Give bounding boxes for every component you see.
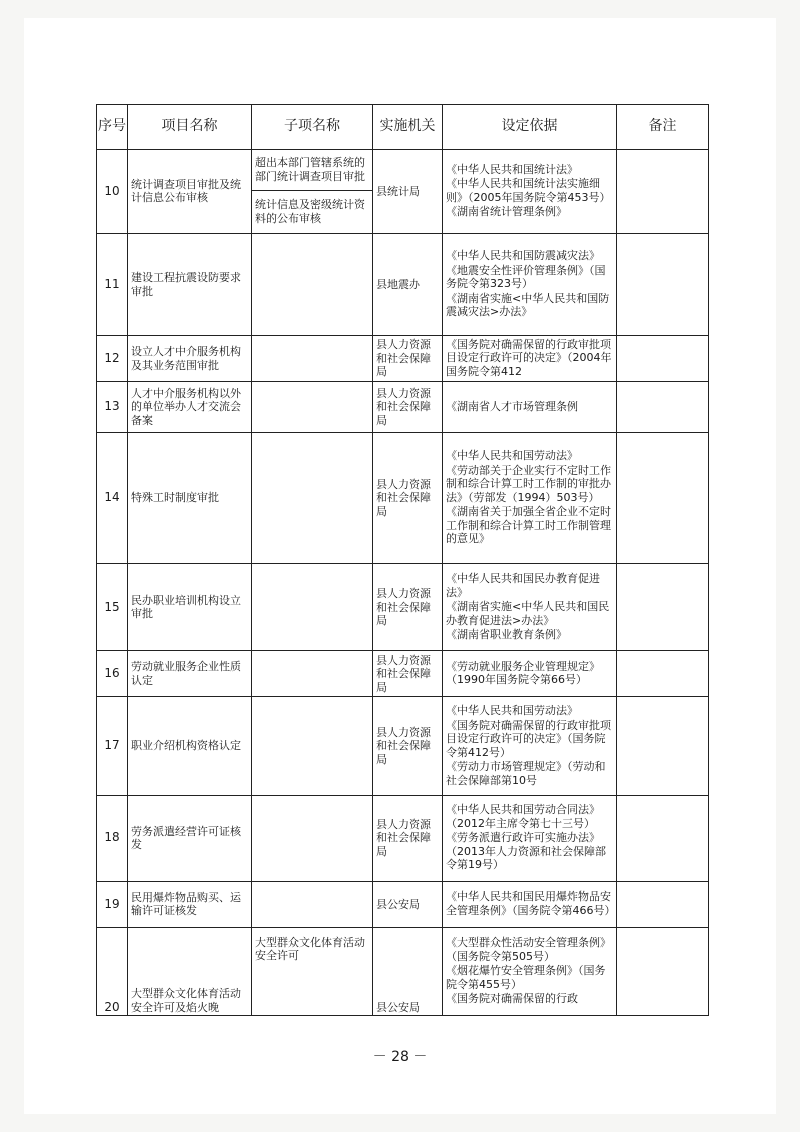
row-sub-item [252,381,373,432]
table-row [97,651,709,697]
row-remarks [617,150,709,234]
row-serial: 14 [97,433,128,564]
row-remarks [617,336,709,382]
row-item-name: 职业介绍机构资格认定 [128,697,252,795]
row-remarks [617,927,709,1015]
row-sub-item [252,433,373,564]
row-agency: 县人力资源和社会保障局 [373,381,443,432]
basis-line: 《国务院对确需保留的行政审批项目设定行政许可的决定》（国务院令第412号） [446,718,611,759]
row-basis [443,795,617,881]
row-agency: 县人力资源和社会保障局 [373,697,443,795]
header-item-name: 项目名称 [128,105,252,150]
table-row [97,433,709,564]
row-remarks [617,381,709,432]
table-row [97,795,709,881]
row-agency: 县人力资源和社会保障局 [373,651,443,697]
basis-line: 《劳动部关于企业实行不定时工作制和综合计算工时工作制的审批办法》（劳部发（1994）503号） [446,463,611,504]
basis-line: 《劳动就业服务企业管理规定》（1990年国务院令第66号） [446,659,600,687]
row-item-name: 民用爆炸物品购买、运输许可证核发 [128,881,252,927]
row-sub-item [252,336,373,382]
row-serial: 15 [97,564,128,651]
row-remarks [617,795,709,881]
row-serial: 11 [97,233,128,335]
row-sub-item [252,651,373,697]
basis-line: 《湖南省实施<中华人民共和国防震减灾法>办法》 [446,291,610,319]
row-remarks [617,564,709,651]
basis-line: 《中华人民共和国劳动法》 [446,449,578,463]
row-sub-item: 大型群众文化体育活动安全许可 [252,927,373,1015]
row-serial: 17 [97,697,128,795]
header-sub-item: 子项名称 [252,105,373,150]
basis-line: 《湖南省实施<中华人民共和国民办教育促进法>办法》 [446,600,610,627]
table-row [97,381,709,432]
row-basis [443,150,617,234]
basis-line: 《地震安全性评价管理条例》（国务院令第323号） [446,263,606,291]
row-remarks [617,697,709,795]
row-agency: 县公安局 [373,927,443,1015]
row-sub-item [252,795,373,881]
row-agency: 县人力资源和社会保障局 [373,336,443,382]
table-row [97,927,709,1015]
row-serial: 18 [97,795,128,881]
row-serial: 20 [97,927,128,1015]
basis-line: 《国务院对确需保留的行政 [446,992,578,1006]
table-row [97,150,709,191]
row-basis [443,651,617,697]
row-item-name: 特殊工时制度审批 [128,433,252,564]
row-item-name: 民办职业培训机构设立审批 [128,564,252,651]
basis-line: 《湖南省统计管理条例》 [446,205,567,219]
header-remarks: 备注 [617,105,709,150]
row-item-name: 大型群众文化体育活动安全许可及焰火晚 [128,927,252,1015]
page-number: － 28 － [372,1049,428,1065]
row-basis [443,881,617,927]
row-item-name: 建设工程抗震设防要求审批 [128,233,252,335]
basis-line: 《大型群众性活动安全管理条例》（国务院令第505号） [446,936,611,963]
basis-line: 《中华人民共和国统计法》 [446,162,578,176]
row-serial: 10 [97,150,128,234]
row-sub-item: 统计信息及密级统计资料的公布审核 [252,190,373,233]
table-row [97,336,709,382]
basis-line: 《中华人民共和国劳动法》 [446,704,578,718]
row-sub-item [252,881,373,927]
header-agency: 实施机关 [373,105,443,150]
row-agency: 县人力资源和社会保障局 [373,795,443,881]
row-item-name: 人才中介服务机构以外的单位举办人才交流会备案 [128,381,252,432]
row-item-name: 劳务派遣经营许可证核发 [128,795,252,881]
row-remarks [617,881,709,927]
basis-line: 《中华人民共和国劳动合同法》（2012年主席令第七十三号） [446,803,600,830]
row-sub-item [252,697,373,795]
table-row [97,697,709,795]
basis-line: 《中华人民共和国防震减灾法》 [446,249,600,263]
table-row [97,233,709,335]
row-serial: 16 [97,651,128,697]
row-agency: 县人力资源和社会保障局 [373,433,443,564]
basis-line: 《中华人民共和国民用爆炸物品安全管理条例》（国务院令第466号） [446,890,616,917]
approval-items-table [96,104,709,1016]
table-row [97,564,709,651]
row-basis [443,564,617,651]
row-sub-item: 超出本部门管辖系统的部门统计调查项目审批 [252,150,373,191]
row-remarks [617,433,709,564]
row-agency: 县人力资源和社会保障局 [373,564,443,651]
row-basis [443,336,617,382]
basis-line: 《劳动力市场管理规定》（劳动和社会保障部第10号 [446,760,606,787]
row-basis [443,927,617,1015]
table-row [97,881,709,927]
basis-line: 《中华人民共和国统计法实施细则》（2005年国务院令第453号） [446,177,611,204]
row-serial: 12 [97,336,128,382]
basis-line: 《中华人民共和国民办教育促进法》 [446,572,600,599]
row-serial: 13 [97,381,128,432]
basis-line: 《国务院对确需保留的行政审批项目设定行政许可的决定》（2004年国务院令第412 [446,337,612,378]
header-serial: 序号 [97,105,128,150]
row-remarks [617,233,709,335]
row-basis [443,433,617,564]
row-remarks [617,651,709,697]
row-sub-item [252,233,373,335]
row-item-name: 劳动就业服务企业性质认定 [128,651,252,697]
row-serial: 19 [97,881,128,927]
row-agency: 县公安局 [373,881,443,927]
basis-line: 《湖南省关于加强全省企业不定时工作制和综合计算工时工作制管理的意见》 [446,505,611,546]
basis-line: 《劳务派遣行政许可实施办法》（2013年人力资源和社会保障部令第19号） [446,831,606,872]
row-agency: 县统计局 [373,150,443,234]
row-basis [443,697,617,795]
basis-line: 《烟花爆竹安全管理条例》（国务院令第455号） [446,964,606,991]
row-basis [443,381,617,432]
row-basis [443,233,617,335]
basis-line: 《湖南省职业教育条例》 [446,628,567,642]
basis-line: 《湖南省人才市场管理条例 [446,399,578,413]
row-item-name: 统计调查项目审批及统计信息公布审核 [128,150,252,234]
header-basis: 设定依据 [443,105,617,150]
row-agency: 县地震办 [373,233,443,335]
row-item-name: 设立人才中介服务机构及其业务范围审批 [128,336,252,382]
row-sub-item [252,564,373,651]
table-header-row [97,105,709,150]
